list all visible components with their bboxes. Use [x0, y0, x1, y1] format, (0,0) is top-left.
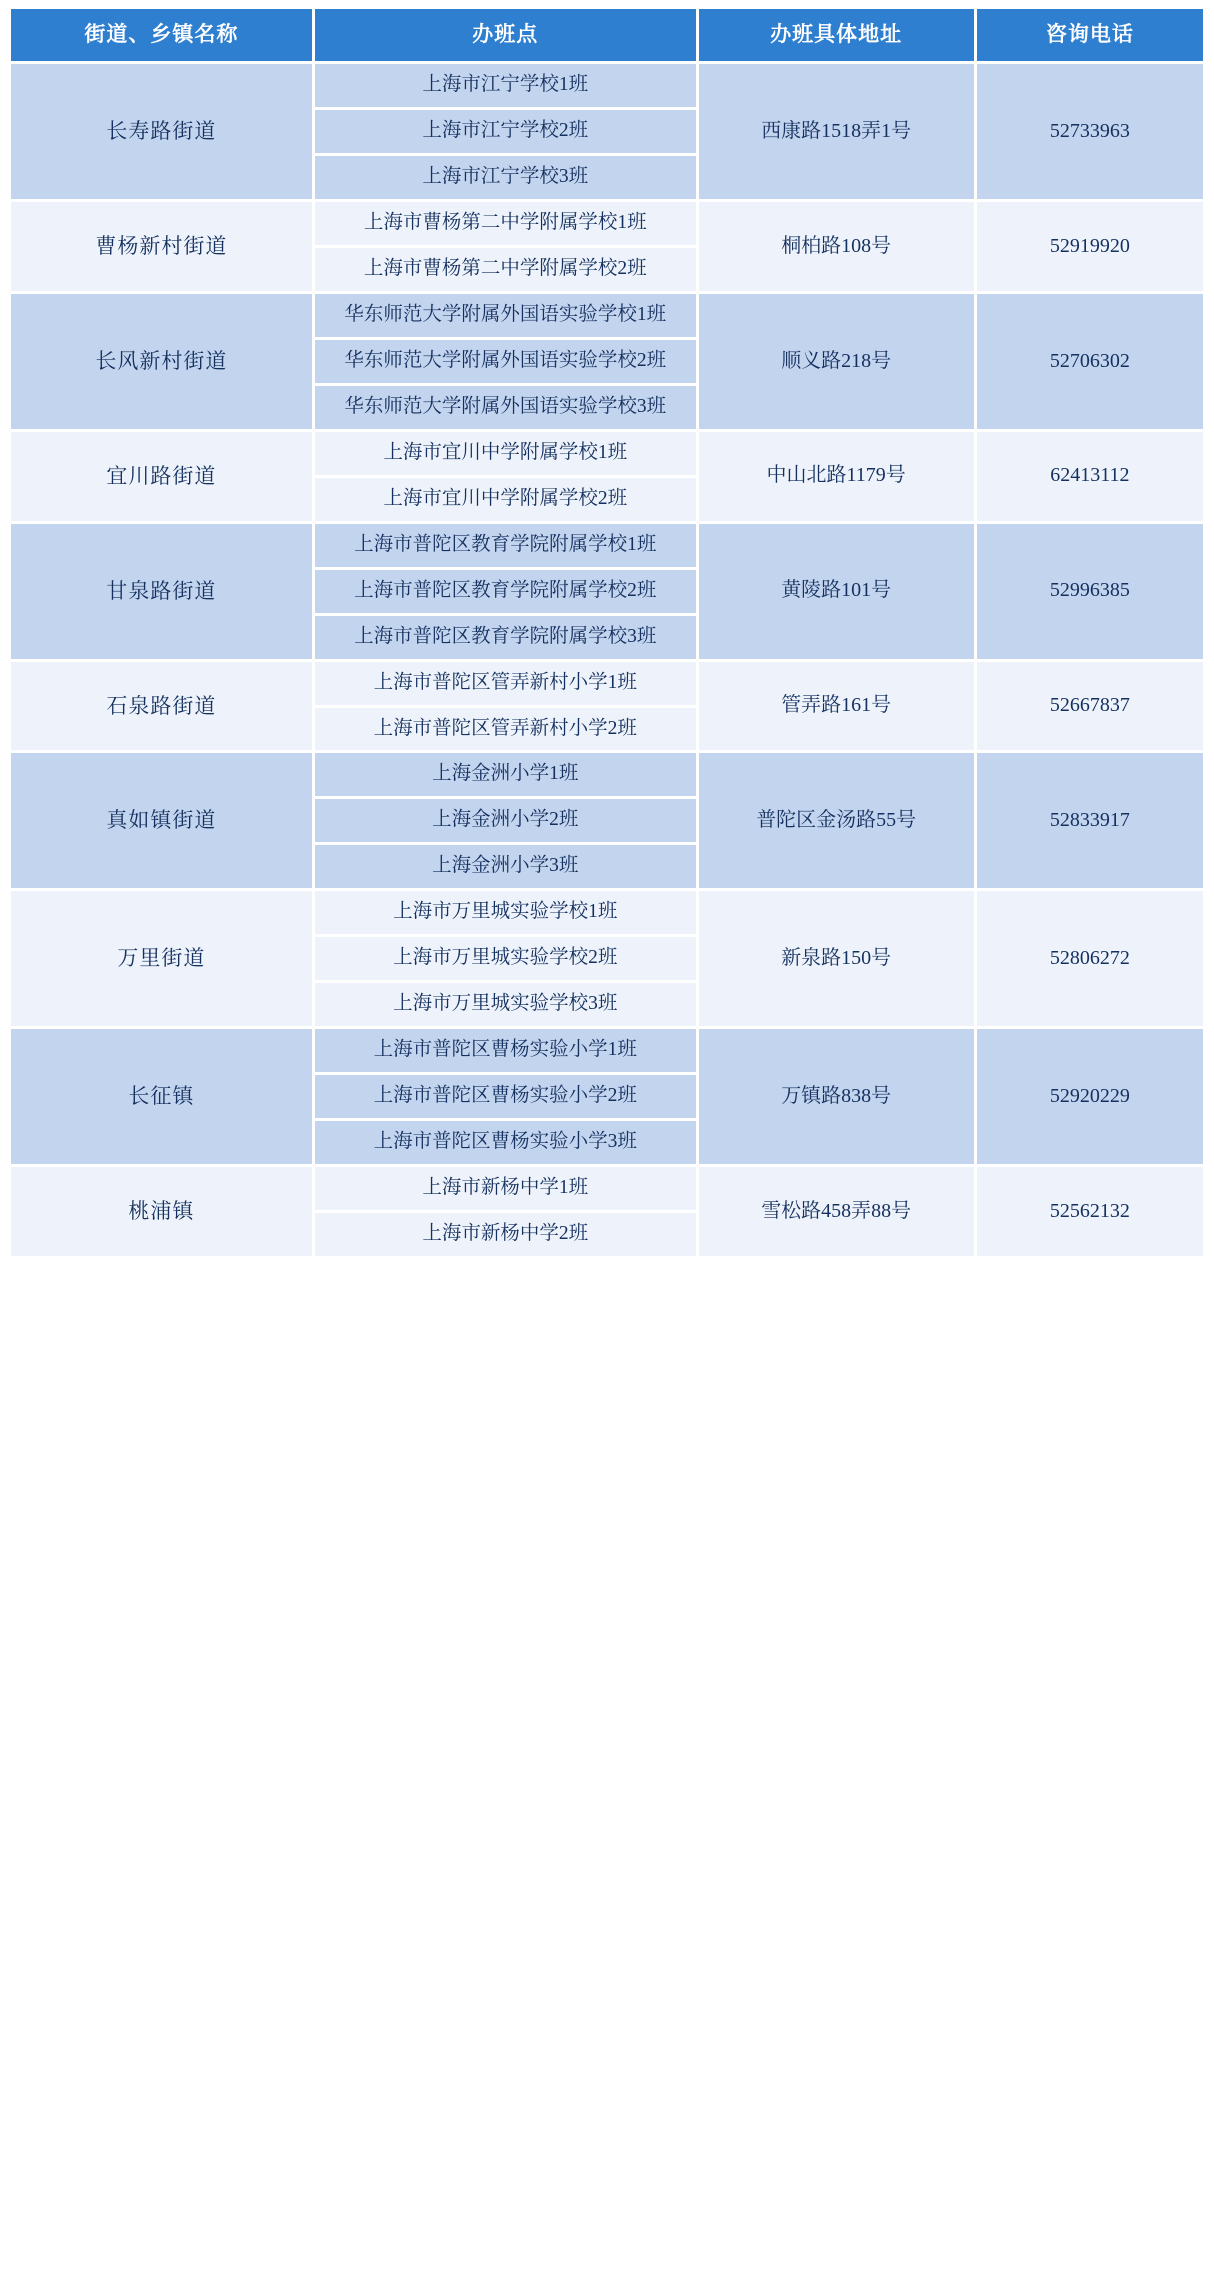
- class-site-cell: 上海金洲小学3班: [315, 845, 696, 888]
- street-name-cell: 长风新村街道: [11, 294, 312, 429]
- address-cell: 中山北路1179号: [699, 432, 974, 521]
- class-site-cell: 上海市普陀区曹杨实验小学2班: [315, 1075, 696, 1118]
- class-site-cell: 华东师范大学附属外国语实验学校3班: [315, 386, 696, 429]
- class-site-cell: 上海市江宁学校3班: [315, 156, 696, 199]
- class-site-cell: 上海市普陀区教育学院附属学校3班: [315, 616, 696, 659]
- table-row: [11, 662, 1203, 705]
- class-sites-table: [8, 6, 1206, 1259]
- header-row: [11, 9, 1203, 61]
- address-cell: 顺义路218号: [699, 294, 974, 429]
- table-row: [11, 753, 1203, 796]
- class-site-cell: 上海金洲小学2班: [315, 799, 696, 842]
- class-site-cell: 上海市万里城实验学校2班: [315, 937, 696, 980]
- table-body: [11, 64, 1203, 1256]
- table-header: [11, 9, 1203, 61]
- table-row: [11, 1029, 1203, 1072]
- phone-cell: 52806272: [977, 891, 1203, 1026]
- street-name-cell: 桃浦镇: [11, 1167, 312, 1256]
- street-name-cell: 甘泉路街道: [11, 524, 312, 659]
- table-row: [11, 202, 1203, 245]
- column-header-address: 办班具体地址: [699, 9, 974, 61]
- class-site-cell: 上海市万里城实验学校3班: [315, 983, 696, 1026]
- table-row: [11, 524, 1203, 567]
- address-cell: 雪松路458弄88号: [699, 1167, 974, 1256]
- table-row: [11, 294, 1203, 337]
- address-cell: 新泉路150号: [699, 891, 974, 1026]
- class-site-cell: 上海市普陀区教育学院附属学校2班: [315, 570, 696, 613]
- table-row: [11, 64, 1203, 107]
- address-cell: 黄陵路101号: [699, 524, 974, 659]
- address-cell: 桐柏路108号: [699, 202, 974, 291]
- phone-cell: 52833917: [977, 753, 1203, 888]
- street-name-cell: 曹杨新村街道: [11, 202, 312, 291]
- column-header-site: 办班点: [315, 9, 696, 61]
- class-site-cell: 上海市宜川中学附属学校1班: [315, 432, 696, 475]
- street-name-cell: 长征镇: [11, 1029, 312, 1164]
- street-name-cell: 真如镇街道: [11, 753, 312, 888]
- class-site-cell: 上海市普陀区管弄新村小学2班: [315, 708, 696, 751]
- class-site-cell: 上海市曹杨第二中学附属学校2班: [315, 248, 696, 291]
- phone-cell: 52667837: [977, 662, 1203, 751]
- address-cell: 普陀区金汤路55号: [699, 753, 974, 888]
- class-site-cell: 上海市新杨中学2班: [315, 1213, 696, 1256]
- class-site-cell: 上海市宜川中学附属学校2班: [315, 478, 696, 521]
- table-row: [11, 432, 1203, 475]
- table-row: [11, 891, 1203, 934]
- column-header-street: 街道、乡镇名称: [11, 9, 312, 61]
- street-name-cell: 万里街道: [11, 891, 312, 1026]
- class-site-cell: 上海市曹杨第二中学附属学校1班: [315, 202, 696, 245]
- phone-cell: 52920229: [977, 1029, 1203, 1164]
- class-site-cell: 华东师范大学附属外国语实验学校1班: [315, 294, 696, 337]
- phone-cell: 52562132: [977, 1167, 1203, 1256]
- class-site-cell: 上海市普陀区曹杨实验小学3班: [315, 1121, 696, 1164]
- address-cell: 万镇路838号: [699, 1029, 974, 1164]
- address-cell: 西康路1518弄1号: [699, 64, 974, 199]
- class-site-cell: 上海市普陀区教育学院附属学校1班: [315, 524, 696, 567]
- phone-cell: 52706302: [977, 294, 1203, 429]
- street-name-cell: 长寿路街道: [11, 64, 312, 199]
- street-name-cell: 宜川路街道: [11, 432, 312, 521]
- class-site-cell: 上海市普陀区曹杨实验小学1班: [315, 1029, 696, 1072]
- class-site-cell: 上海市万里城实验学校1班: [315, 891, 696, 934]
- class-site-cell: 上海市新杨中学1班: [315, 1167, 696, 1210]
- street-name-cell: 石泉路街道: [11, 662, 312, 751]
- class-site-cell: 上海市普陀区管弄新村小学1班: [315, 662, 696, 705]
- phone-cell: 52919920: [977, 202, 1203, 291]
- table-row: [11, 1167, 1203, 1210]
- address-cell: 管弄路161号: [699, 662, 974, 751]
- class-site-cell: 上海市江宁学校1班: [315, 64, 696, 107]
- class-site-cell: 华东师范大学附属外国语实验学校2班: [315, 340, 696, 383]
- class-site-cell: 上海金洲小学1班: [315, 753, 696, 796]
- phone-cell: 62413112: [977, 432, 1203, 521]
- phone-cell: 52996385: [977, 524, 1203, 659]
- class-site-cell: 上海市江宁学校2班: [315, 110, 696, 153]
- phone-cell: 52733963: [977, 64, 1203, 199]
- column-header-phone: 咨询电话: [977, 9, 1203, 61]
